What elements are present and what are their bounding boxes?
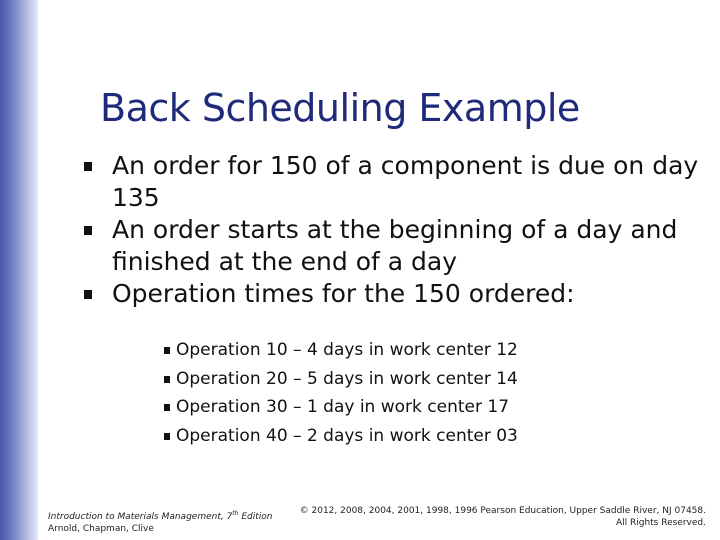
bullet-item [80,278,700,310]
square-bullet-icon [164,376,170,383]
footer-book-info [48,508,272,535]
bullet-text: An order starts at the beginning of a day and finished at the end of a day [112,215,678,276]
slide-title: Back Scheduling Example [100,86,580,130]
main-bullet-list [80,150,700,310]
sub-bullet-text: Operation 40 – 2 days in work center 03 [176,425,518,446]
sub-bullet-text: Operation 10 – 4 days in work center 12 [176,340,518,360]
bullet-text: An order for 150 of a component is due on day 135 [112,151,699,212]
footer-rights: All Rights Reserved. [615,518,706,528]
square-bullet-icon [84,290,92,299]
sub-bullet-item [170,393,590,422]
footer-edition-word: Edition [238,512,273,522]
footer-edition-sup: th [232,510,239,517]
footer-authors: Arnold, Chapman, Clive [48,524,154,534]
decorative-side-bar [0,0,38,540]
sub-bullet-item [170,422,590,451]
square-bullet-icon [164,433,170,440]
sub-bullet-text: Operation 30 – 1 day in work center 17 [176,397,510,417]
sub-bullet-item [170,365,590,394]
footer-book-title-line [48,508,272,523]
operation-sub-list [170,336,590,450]
footer-copyright: © 2012, 2008, 2004, 2001, 1998, 1996 Pearson Education, Upper Saddle River, NJ 07458. [299,506,706,516]
bullet-text: Operation times for the 150 ordered: [112,279,575,308]
footer-copyright-block [286,505,706,529]
footer-book-title: Introduction to Materials Management, 7 [48,512,233,522]
square-bullet-icon [84,226,92,235]
sub-bullet-item [170,336,590,365]
square-bullet-icon [84,162,92,171]
sub-bullet-text: Operation 20 – 5 days in work center 14 [176,368,518,389]
square-bullet-icon [164,404,170,411]
bullet-item [80,214,700,278]
square-bullet-icon [164,347,170,354]
bullet-item [80,150,700,214]
